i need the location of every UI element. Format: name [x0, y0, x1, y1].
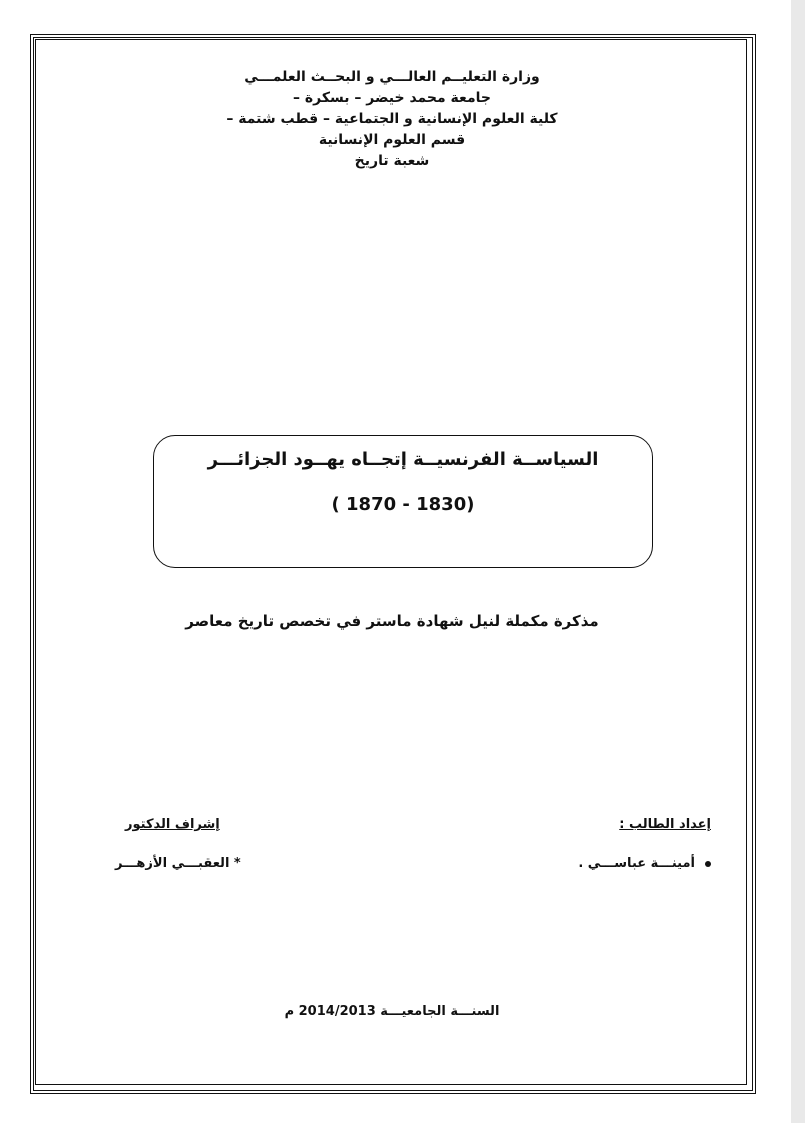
- student-heading: إعداد الطالب :: [619, 817, 711, 832]
- department-line: قسم العلوم الإنسانية: [318, 132, 466, 148]
- student-name: أمينـــة عباســـي .: [578, 856, 695, 871]
- thesis-title-box: [153, 435, 653, 568]
- thesis-subtitle: مذكرة مكملة لنيل شهادة ماستر في تخصص تاريخ معاصر: [185, 612, 599, 630]
- thesis-title: السياســة الفرنسيــة إتجــاه يهــود الجزائـــر: [207, 449, 599, 470]
- supervisor-heading: إشراف الدكتور: [125, 817, 220, 832]
- university-line: جامعة محمد خيضر – بسكرة –: [293, 90, 491, 106]
- bullet-icon: [705, 861, 711, 867]
- cover-page: [30, 34, 754, 1092]
- student-entry: [578, 856, 711, 871]
- thesis-years: ( 1870 - 1830): [331, 494, 475, 515]
- ministry-line: وزارة التعليــم العالـــي و البحــث العلمـــي: [244, 69, 540, 85]
- faculty-line: كلية العلوم الإنسانية و الجتماعية – قطب شتمة –: [226, 111, 558, 127]
- scrollbar-gutter[interactable]: [791, 0, 805, 1123]
- branch-line: شعبة تاريخ: [354, 153, 430, 169]
- supervisor-name: * العقبـــي الأزهـــر: [115, 856, 241, 871]
- academic-year: السنـــة الجامعيـــة 2014/2013 م: [284, 1004, 500, 1019]
